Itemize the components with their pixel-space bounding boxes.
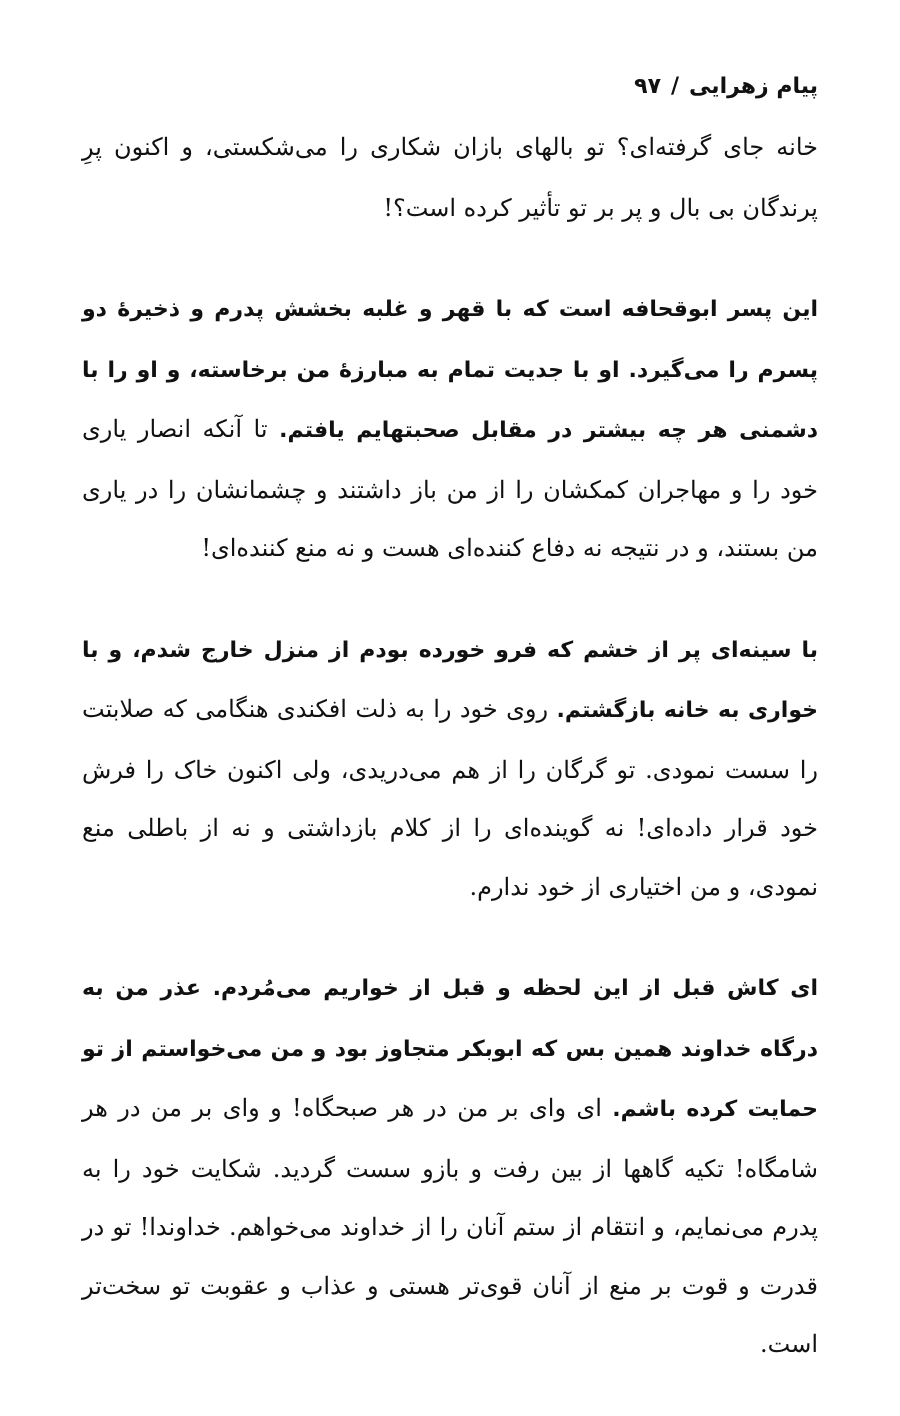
paragraph-text: ای وای بر من در هر صبحگاه! و وای بر من در هر شامگاه! تکیه گاهها از بین رفت و بازو سست گردید. شکایت خود را به پدرم می‌نمایم، و انتقام از ستم آنان را از خداوند می‌خواهم. خداوندا! تو در قدرت و قوت بر منع از آنان قوی‌تر هستی و عذاب و عقوبت تو سخت‌تر است. xyxy=(82,1094,818,1358)
paragraph xyxy=(82,118,818,237)
paragraph-text: خانه جای گرفته‌ای؟ تو بالهای بازان شکاری را می‌شکستی، و اکنون پرِ پرندگان بی بال و پر بر تو تأثیر کرده است؟! xyxy=(82,133,818,222)
paragraph-lead: این پسر ابوقحافه است که با قهر و غلبه بخشش پدرم و ذخیرهٔ دو پسرم را می‌گیرد. او با جدیت تمام به مبارزهٔ من برخاسته، و او را با دشمنی هر چه بیشتر در مقابل صحبتهایم یافتم. xyxy=(82,297,818,443)
body-text xyxy=(82,118,818,1416)
book-page xyxy=(82,0,818,1366)
paragraph xyxy=(82,279,818,578)
paragraph-lead: ای کاش قبل از این لحظه و قبل از خواریم می‌مُردم. عذر من به درگاه خداوند همین بس که ابوبکر متجاوز بود و من می‌خواستم از تو حمایت کرده باشم. xyxy=(82,976,818,1122)
paragraph-text: تا آنکه انصار یاری خود را و مهاجران کمکشان را از من باز داشتند و چشمانشان را در یاری من بستند، و در نتیجه نه دفاع کننده‌ای هست و نه منع کننده‌ای! xyxy=(82,415,818,562)
page-number: ۹۷ xyxy=(634,74,661,99)
header-separator: / xyxy=(671,74,680,99)
book-title: پیام زهرایی xyxy=(689,74,818,99)
paragraph xyxy=(82,958,818,1374)
paragraph-lead: با سینه‌ای پر از خشم که فرو خورده بودم از منزل خارج شدم، و با خواری به خانه بازگشتم. xyxy=(82,637,818,723)
paragraph-text: روی خود را به ذلت افکندی هنگامی که صلابتت را سست نمودی. تو گرگان را از هم می‌دریدی، ولی اکنون خاک را فرش خود قرار داده‌ای! نه گوینده‌ای را از کلام بازداشتی و نه از باطلی منع نمودی، و من اختیاری از خود ندارم. xyxy=(82,695,818,901)
running-header xyxy=(82,70,818,104)
paragraph xyxy=(82,620,818,917)
